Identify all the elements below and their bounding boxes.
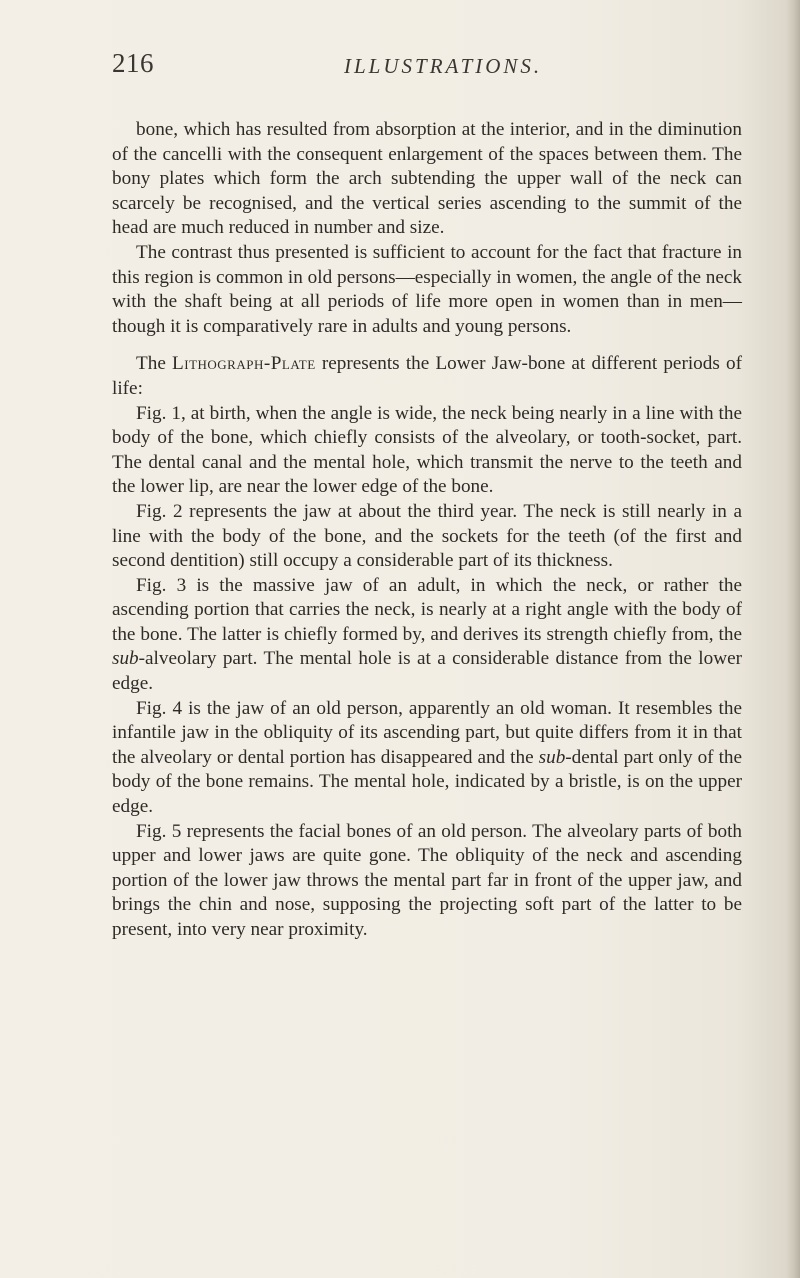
fig-4-italic: sub — [538, 746, 566, 768]
running-head: ILLUSTRATIONS. — [344, 54, 543, 78]
plate-title: Lithograph-Plate — [172, 353, 316, 375]
paragraph-fig-5: Fig. 5 represents the facial bones of an old person. The alveolary parts of both upper and lower jaws are quite gone. The obliquity of the neck and ascending portion of the lower jaw throws the mental part far in front of the upper jaw, and brings the chin and nose, supposing the projecting soft part of the latter to be present, into very near proximity. — [112, 820, 742, 940]
paragraph-lithograph-plate — [112, 352, 742, 401]
page-edge-shadow — [786, 0, 800, 1278]
plate-lead: The — [136, 353, 173, 375]
paragraph-fig-2: Fig. 2 represents the jaw at about the third year. The neck is still nearly in a line with the body of the bone, and the sockets for the teeth (of the first and second dentition) still occupy a considerable part of its thickness. — [112, 500, 742, 572]
fig-4-rest: -dental part only of the body of the bone remains. The mental hole, indicated by a bristle, is on the upper edge. — [112, 746, 743, 818]
fig-4-lead: Fig. 4 is the jaw of an old person, apparently an old woman. It resembles the infantile jaw in the obliquity of its ascending part, but quite differs from it in that the alveolary or dental portion has disappeared and the — [112, 697, 742, 768]
page-header — [112, 48, 712, 92]
paragraph-bone-absorption: bone, which has resulted from absorption at the interior, and in the diminution of the cancelli with the consequent enlargement of the spaces between them. The bony plates which form the arch subtending the upper wall of the neck can scarcely be recognised, and the vertical series ascending to the summit of the head are much reduced in number and size. — [112, 119, 742, 239]
paragraph-fracture-contrast: The contrast thus presented is sufficient to account for the fact that fracture in this region is common in old persons—especially in women, the angle of the neck with the shaft being at all periods of life more open in women than in men—though it is comparatively rare in adults and young persons. — [112, 241, 742, 337]
paragraph-fig-4 — [112, 697, 742, 820]
fig-3-rest: -alveolary part. The mental hole is at a considerable distance from the lower edge. — [112, 648, 742, 695]
paragraph-fig-3 — [112, 574, 742, 697]
fig-3-italic: sub — [112, 648, 139, 670]
page-number: 216 — [112, 48, 154, 78]
plate-rest: represents the Lower Jaw-bone at different periods of life: — [112, 353, 742, 399]
body-text — [112, 118, 742, 943]
paragraph-fig-1: Fig. 1, at birth, when the angle is wide, the neck being nearly in a line with the body of the bone, which chiefly consists of the alveolary, or tooth-socket, part. The dental canal and the mental hole, which transmit the nerve to the teeth and the lower lip, are near the lower edge of the bone. — [112, 402, 742, 498]
fig-3-lead: Fig. 3 is the massive jaw of an adult, in which the neck, or rather the ascending portion that carries the neck, is nearly at a right angle with the body of the bone. The latter is chiefly formed by, and derives its strength chiefly from, the — [112, 574, 742, 645]
